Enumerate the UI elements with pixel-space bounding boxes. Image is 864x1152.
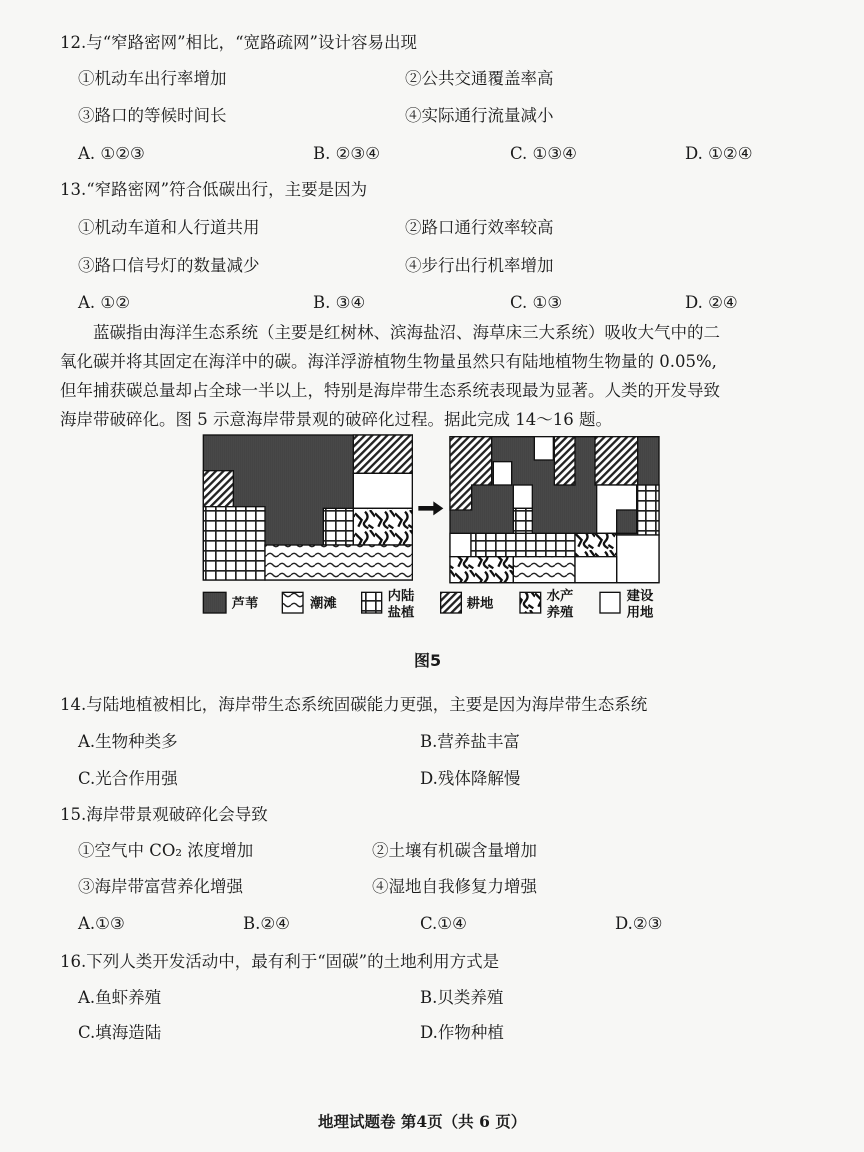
legend-swatch-salt [362,592,382,613]
legend-label: 用地 [626,605,654,621]
statement: ③路口信号灯的数量减少 [78,256,260,275]
figure-5-coastal-fragmentation [195,430,675,630]
option-a: A.①③ [78,914,125,933]
option-d: D.②③ [615,914,663,933]
option-a: A.鱼虾养殖 [78,988,162,1007]
statement: ③海岸带富营养化增强 [78,877,243,896]
passage-line: 氧化碳并将其固定在海洋中的碳。海洋浮游植物生物量虽然只有陆地植物生物量的 0.05%, [60,352,717,371]
legend-label: 内陆 [387,589,415,604]
option-d: D.作物种植 [420,1023,504,1042]
question-stem: 16.下列人类开发活动中，最有利于“固碳”的土地利用方式是 [60,952,500,971]
statement: ②路口通行效率较高 [405,218,554,237]
option-a: A. ①② [78,293,130,312]
figure-caption: 图5 [414,651,442,670]
statement: ④步行出行机率增加 [405,256,554,275]
legend-label: 潮滩 [310,596,337,612]
question-stem: 14.与陆地植被相比，海岸带生态系统固碳能力更强，主要是因为海岸带生态系统 [60,695,648,714]
passage-line: 但年捕获碳总量却占全球一半以上，特别是海岸带生态系统表现最为显著。人类的开发导致 [60,381,720,400]
page-footer: 地理试题卷 第4页（共 6 页） [318,1112,527,1131]
option-b: B.贝类养殖 [420,988,504,1007]
legend-swatch-tidal [282,592,303,613]
question-stem: 15.海岸带景观破碎化会导致 [60,805,268,824]
option-b: B. ③④ [313,293,366,312]
option-d: D.残体降解慢 [420,769,521,788]
question-stem: 12.与“窄路密网”相比，“宽路疏网”设计容易出现 [60,33,417,52]
option-d: D. ①②④ [685,144,753,163]
passage-line: 海岸带破碎化。图 5 示意海岸带景观的破碎化过程。据此完成 14～16 题。 [60,410,612,429]
legend-swatch-reed [203,592,226,613]
option-b: B.②④ [243,914,290,933]
statement: ③路口的等候时间长 [78,106,227,125]
legend-swatch-build [600,592,620,613]
statement: ④湿地自我修复力增强 [372,877,537,896]
legend-label: 芦苇 [231,596,259,612]
option-b: B. ②③④ [313,144,380,163]
statement: ②公共交通覆盖率高 [405,69,554,88]
option-d: D. ②④ [685,293,738,312]
statement: ①空气中 CO₂ 浓度增加 [78,841,254,860]
statement: ①机动车道和人行道共用 [78,218,260,237]
arrow-icon [418,501,443,515]
legend-swatch-farm [441,592,462,613]
legend-label: 养殖 [546,605,574,621]
option-a: A. ①②③ [78,144,145,163]
option-b: B.营养盐丰富 [420,732,520,751]
option-c: C. ①③ [510,293,563,312]
option-a: A.生物种类多 [78,732,178,751]
statement: ①机动车出行率增加 [78,69,227,88]
option-c: C.①④ [420,914,467,933]
statement: ④实际通行流量减小 [405,106,554,125]
option-c: C.填海造陆 [78,1023,162,1042]
question-stem: 13.“窄路密网”符合低碳出行，主要是因为 [60,180,368,199]
statement: ②土壤有机碳含量增加 [372,841,537,860]
legend-label: 耕地 [466,596,494,612]
legend-label: 水产 [546,589,574,604]
passage [60,318,810,434]
legend-swatch-aqua [520,592,541,613]
legend-label: 盐植 [387,605,415,621]
legend-label: 建设 [626,589,654,604]
option-c: C. ①③④ [510,144,577,163]
option-c: C.光合作用强 [78,769,178,788]
passage-line: 蓝碳指由海洋生态系统（主要是红树林、滨海盐沼、海草床三大系统）吸收大气中的二 [93,323,720,342]
